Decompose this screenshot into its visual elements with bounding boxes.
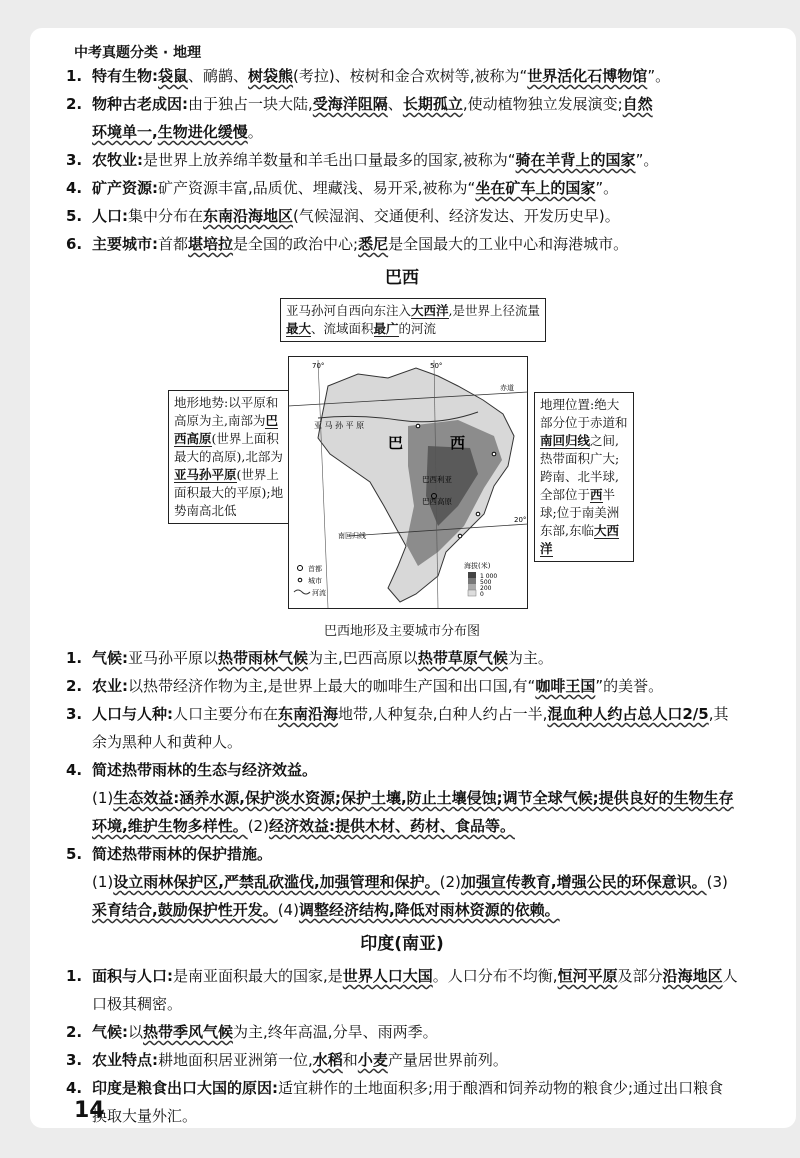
key-term: 咖啡王国 [535,677,596,695]
label-brazil-plateau: 巴西高原 [422,497,452,506]
page-number: 14 [74,1098,105,1123]
key-term: 大西洋 [411,303,449,318]
text: ”。 [635,151,659,169]
city-marker [416,424,420,428]
text: ,其余为黑种人和黄种人。 [92,705,729,751]
key-term: 坐在矿车上的国家 [475,179,596,197]
label-country-xi: 西 [450,434,466,452]
item-number: 3. [66,705,83,723]
text: ”。 [595,179,619,197]
key-term: 世界活化石博物馆 [527,67,648,85]
running-header: 中考真题分类 · 地理 [74,45,202,61]
text: 集中分布在 [128,207,204,225]
label-brasilia: 巴西利亚 [422,475,452,484]
key-term: 巴西高原 [174,413,278,446]
key-term: 调整经济结构,降低对雨林资源的依赖。 [298,901,560,919]
text: 是全国的政治中心; [233,235,359,253]
text: 产量居世界前列。 [387,1051,508,1069]
list-item [66,230,738,258]
text: 及部分 [617,967,663,985]
label-tropic: 南回归线 [338,532,366,540]
key-term: 热带雨林气候 [218,649,309,667]
text: 、 [387,95,403,113]
text: 为主,终年高温,分旱、雨两季。 [233,1023,438,1041]
item-number: 3. [66,151,83,169]
text: 以热带经济作物为主,是世界上最大的咖啡生产国和出口国,有“ [128,677,536,695]
key-term: 受海洋阻隔 [312,95,388,113]
text: (世界上面积最大的平原);地势南高北低 [174,467,284,518]
legend-swatch-200 [468,584,476,590]
key-term: 南回归线 [540,433,591,448]
legend-value: 0 [480,591,484,598]
list-item [66,644,738,672]
key-term: 沿海地区 [662,967,723,985]
key-term: 亚马孙平原 [174,467,237,482]
item-number: 4. [66,179,83,197]
legend-value: 500 [480,579,492,586]
list-item [66,146,738,174]
callout-amazon-river [280,298,546,342]
text: 、鸸鹋、 [188,67,249,85]
item-label: 农业: [92,677,128,695]
text: 适宜耕作的土地面积多;用于酿酒和饲养动物的粮食少;通过出口粮食换取大量外汇。 [92,1079,724,1125]
section-title-india: 印度(南亚) [360,934,444,954]
key-term: 东南沿海地区 [203,207,294,225]
text: (1) [92,873,114,891]
key-term: 热带草原气候 [417,649,508,667]
text: ,使动植物独立发展演变; [462,95,623,113]
text: (3) [706,873,728,891]
item-label: 农牧业: [92,151,143,169]
legend-river: 河流 [312,589,326,597]
label-equator: 赤道 [500,384,514,392]
key-term: 悉尼 [358,235,389,253]
key-term: 经济效益:提供木材、药材、食品等。 [268,817,515,835]
text: (2) [439,873,461,891]
text: 是全国最大的工业中心和海港城市。 [388,235,629,253]
text: 地理位置:绝大部分位于赤道和 [540,397,628,430]
item-label: 印度是粮食出口大国的原因: [92,1079,278,1097]
list-item [66,840,738,868]
item-label: 人口与人种: [92,705,173,723]
key-term: 东南沿海 [278,705,339,723]
item-label: 物种古老成因: [92,95,188,113]
section-title-brazil: 巴西 [385,268,419,288]
key-term: 热带季风气候 [143,1023,234,1041]
label-amazon-plain: 亚 马 孙 平 原 [314,421,365,430]
item-label: 简述热带雨林的保护措施。 [92,845,273,863]
list-item [66,62,738,90]
legend-capital: 首都 [308,565,322,573]
key-term: 最广 [373,321,399,336]
item-label: 面积与人口: [92,967,173,985]
text: 矿产资源丰富,品质优、埋藏浅、易开采,被称为“ [158,179,476,197]
key-term: 加强宣传教育,增强公民的环保意识。 [460,873,707,891]
list-item [66,174,738,202]
key-term: 设立雨林保护区,严禁乱砍滥伐,加强管理和保护。 [113,873,440,891]
list-item [66,1018,738,1046]
list-item [66,90,738,146]
text: (1) [92,789,114,807]
callout-location [534,392,634,562]
label-country-ba: 巴 [388,434,404,452]
key-term: 西 [590,487,603,502]
key-term: 恒河平原 [557,967,618,985]
key-term: 混血种人约占总人口2/5 [547,705,709,723]
legend-value: 1 000 [480,573,498,580]
legend-city: 城市 [308,577,322,585]
text: (世界上面积最大的高原),北部为 [174,431,283,464]
text: 亚马孙平原以 [128,649,219,667]
text: , [152,123,158,141]
list-item [66,202,738,230]
text: 。人口分布不均衡, [432,967,558,985]
main-content [66,62,738,1130]
label-lon-70: 70° [312,362,325,370]
key-term: 水稻 [312,1051,343,1069]
list-item [66,1046,738,1074]
legend-swatch-0 [468,590,476,596]
city-marker [476,512,480,516]
item-number: 1. [66,649,83,667]
text: 耕地面积居亚洲第一位, [158,1051,313,1069]
text: 半球;位于南美洲东部,东临 [540,487,620,538]
key-term: 树袋熊 [248,67,294,85]
brazil-figure [66,296,738,642]
text: 人口极其稠密。 [92,967,738,1013]
legend-city-icon [298,578,302,582]
key-term: 小麦 [357,1051,388,1069]
figure-caption: 巴西地形及主要城市分布图 [323,624,480,639]
text: 地带,人种复杂,白种人约占一半, [338,705,548,723]
text: 和 [342,1051,358,1069]
item-number: 2. [66,95,83,113]
label-lon-50: 50° [430,362,443,370]
list-item-body [66,784,738,840]
item-number: 5. [66,207,83,225]
text: 亚马孙河自西向东注入 [286,303,412,318]
text: 。 [247,123,263,141]
key-term: 长期孤立 [402,95,463,113]
city-marker [492,452,496,456]
text: 首都 [158,235,189,253]
text: 为主,巴西高原以 [308,649,418,667]
key-term: 生物进化缓慢 [157,123,248,141]
item-label: 主要城市: [92,235,158,253]
item-number: 2. [66,677,83,695]
text: 、流域面积 [311,321,374,336]
text: (4) [277,901,299,919]
list-item [66,700,738,756]
text: 人口主要分布在 [173,705,279,723]
key-term: 最大 [286,321,312,336]
text: ,是世界上径流量 [448,303,541,318]
text: 地形地势:以平原和高原为主,南部为 [174,395,279,428]
label-lat-20: 20° [514,516,527,524]
item-label: 气候: [92,649,128,667]
item-number: 5. [66,845,83,863]
key-term: 袋鼠 [158,67,189,85]
legend-title: 海拔(米) [464,562,491,570]
list-item [66,1074,738,1130]
text: 之间,热带面积广大;跨南、北半球,全部位于 [540,433,620,502]
key-term: 世界人口大国 [342,967,433,985]
key-term: 环境单一 [92,123,153,141]
city-marker [458,534,462,538]
brazil-map [288,356,528,624]
text: 是南亚面积最大的国家,是 [173,967,343,985]
item-number: 4. [66,761,83,779]
item-label: 气候: [92,1023,128,1041]
text: (考拉)、桉树和金合欢树等,被称为“ [293,67,528,85]
text: 以 [128,1023,144,1041]
legend-swatch-500 [468,578,476,584]
list-item-body [66,868,738,924]
item-number: 2. [66,1023,83,1041]
key-term: 自然 [622,95,653,113]
text: 的河流 [398,321,437,336]
item-number: 4. [66,1079,83,1097]
item-label: 农业特点: [92,1051,158,1069]
text: 是世界上放养绵羊数量和羊毛出口量最多的国家,被称为“ [143,151,516,169]
key-term: 大西洋 [540,523,619,556]
list-item [66,756,738,784]
legend-swatch-1000 [468,572,476,578]
item-number: 1. [66,67,83,85]
item-label: 特有生物: [92,67,158,85]
text: (2) [247,817,269,835]
callout-terrain [168,390,292,524]
key-term: 采育结合,鼓励保护性开发。 [92,901,278,919]
key-term: 骑在羊背上的国家 [515,151,636,169]
text: 为主。 [507,649,553,667]
item-label: 矿产资源: [92,179,158,197]
key-term: 生态效益:涵养水源,保护淡水资源;保护土壤,防止土壤侵蚀;调节全球气候;提供良好的生物生存环境,维护生物多样性。 [92,789,734,835]
item-label: 简述热带雨林的生态与经济效益。 [92,761,318,779]
legend-value: 200 [480,585,492,592]
item-number: 6. [66,235,83,253]
list-item [66,962,738,1018]
item-number: 3. [66,1051,83,1069]
text: (气候湿润、交通便利、经济发达、开发历史早)。 [293,207,620,225]
item-label: 人口: [92,207,128,225]
text: 由于独占一块大陆, [188,95,313,113]
text: ”的美誉。 [595,677,664,695]
item-number: 1. [66,967,83,985]
list-item [66,672,738,700]
text: ”。 [647,67,671,85]
key-term: 堪培拉 [188,235,234,253]
